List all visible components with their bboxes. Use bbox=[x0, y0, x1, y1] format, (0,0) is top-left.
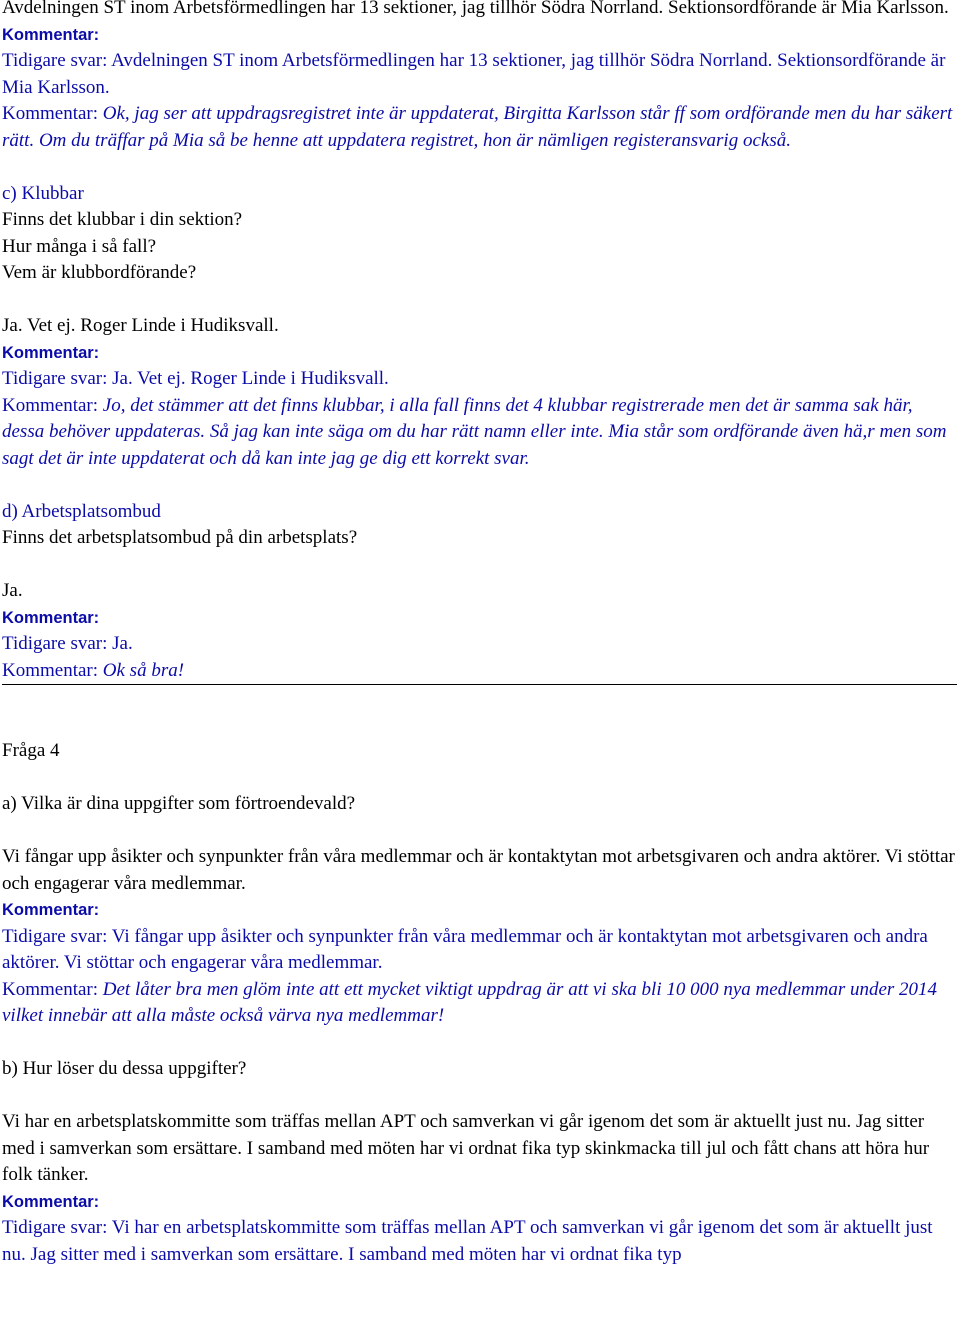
reviewer-comment bbox=[2, 977, 957, 1030]
comment-prefix: Kommentar: bbox=[2, 978, 103, 1000]
comment-text: Ok, jag ser att uppdragsregistret inte är uppdaterat, Birgitta Karlsson står ff som ordförande men du har säkert rätt. Om du träffar på Mia så be henne att uppdatera registret, hon är nämligen registeransvarig också. bbox=[2, 103, 953, 151]
question-text: b) Hur löser du dessa uppgifter? bbox=[2, 1058, 247, 1079]
answer-text: Ja. Vet ej. Roger Linde i Hudiksvall. bbox=[2, 315, 279, 336]
answer-text: Vi har en arbetsplatskommitte som träffas mellan APT och samverkan vi går igenom det som är aktuellt just nu. Jag sitter med i samverkan som ersättare. I samband med möten har vi ordnat fika typ skinkmacka till jul och fått chans att höra hur folk tänker. bbox=[2, 1111, 930, 1185]
comment-prefix: Kommentar: bbox=[2, 394, 103, 416]
comment-label: Kommentar: bbox=[2, 1192, 100, 1211]
question-text: a) Vilka är dina uppgifter som förtroendevald? bbox=[2, 793, 356, 814]
comment-text: Jo, det stämmer att det finns klubbar, i alla fall finns det 4 klubbar registrerade men det är samma sak här, dessa behöver uppdateras. Så jag kan inte säga om du har rätt namn eller inte. Mia står som ordförande även hä,r men som sagt det är inte uppdaterat och då kan inte jag ge dig ett korrekt svar. bbox=[2, 394, 947, 469]
comment-label: Kommentar: bbox=[2, 901, 100, 919]
reviewer-comment bbox=[2, 101, 957, 154]
previous-answer: Tidigare svar: Avdelningen ST inom Arbetsförmedlingen har 13 sektioner, jag tillhör Södra Norrland. Sektionsordförande är Mia Karlsson. bbox=[2, 50, 946, 98]
answer-text: Avdelningen ST inom Arbetsförmedlingen har 13 sektioner, jag tillhör Södra Norrland. Sektionsordförande är Mia Karlsson. bbox=[2, 0, 949, 18]
comment-text: Ok så bra! bbox=[102, 659, 185, 681]
answer-text: Vi fångar upp åsikter och synpunkter från våra medlemmar och är kontaktytan mot arbetsgivaren och andra aktörer. Vi stöttar och engagerar våra medlemmar. bbox=[2, 846, 955, 894]
question-text: Finns det klubbar i din sektion? bbox=[2, 209, 243, 230]
question-text: Finns det arbetsplatsombud på din arbetsplats? bbox=[2, 527, 358, 548]
comment-label: Kommentar: bbox=[2, 343, 100, 362]
previous-answer: Tidigare svar: Ja. bbox=[2, 633, 133, 654]
comment-text: Det låter bra men glöm inte att ett mycket viktigt uppdrag är att vi ska bli 10 000 nya medlemmar under 2014 vilket innebär att alla måste också värva nya medlemmar! bbox=[2, 978, 938, 1026]
question-heading: c) Klubbar bbox=[2, 182, 84, 204]
previous-answer: Tidigare svar: Ja. Vet ej. Roger Linde i Hudiksvall. bbox=[2, 368, 389, 389]
answer-text: Ja. bbox=[2, 580, 23, 601]
document-page bbox=[2, 0, 957, 1268]
comment-label: Kommentar: bbox=[2, 25, 100, 44]
reviewer-comment bbox=[2, 658, 957, 686]
previous-answer: Tidigare svar: Vi har en arbetsplatskommitte som träffas mellan APT och samverkan vi går igenom det som är aktuellt just nu. Jag sitter med i samverkan som ersättare. I samband med möten har vi ordnat fika typ bbox=[2, 1217, 933, 1265]
comment-prefix: Kommentar: bbox=[2, 659, 103, 681]
question-text: Vem är klubbordförande? bbox=[2, 262, 197, 283]
reviewer-comment bbox=[2, 393, 957, 473]
previous-answer: Tidigare svar: Vi fångar upp åsikter och synpunkter från våra medlemmar och är kontaktytan mot arbetsgivaren och andra aktörer. Vi stöttar och engagerar våra medlemmar. bbox=[2, 925, 928, 973]
question-heading: d) Arbetsplatsombud bbox=[2, 500, 161, 522]
comment-prefix: Kommentar: bbox=[2, 103, 103, 124]
question-text: Hur många i så fall? bbox=[2, 235, 157, 257]
section-title: Fråga 4 bbox=[2, 740, 60, 761]
comment-label: Kommentar: bbox=[2, 608, 100, 627]
